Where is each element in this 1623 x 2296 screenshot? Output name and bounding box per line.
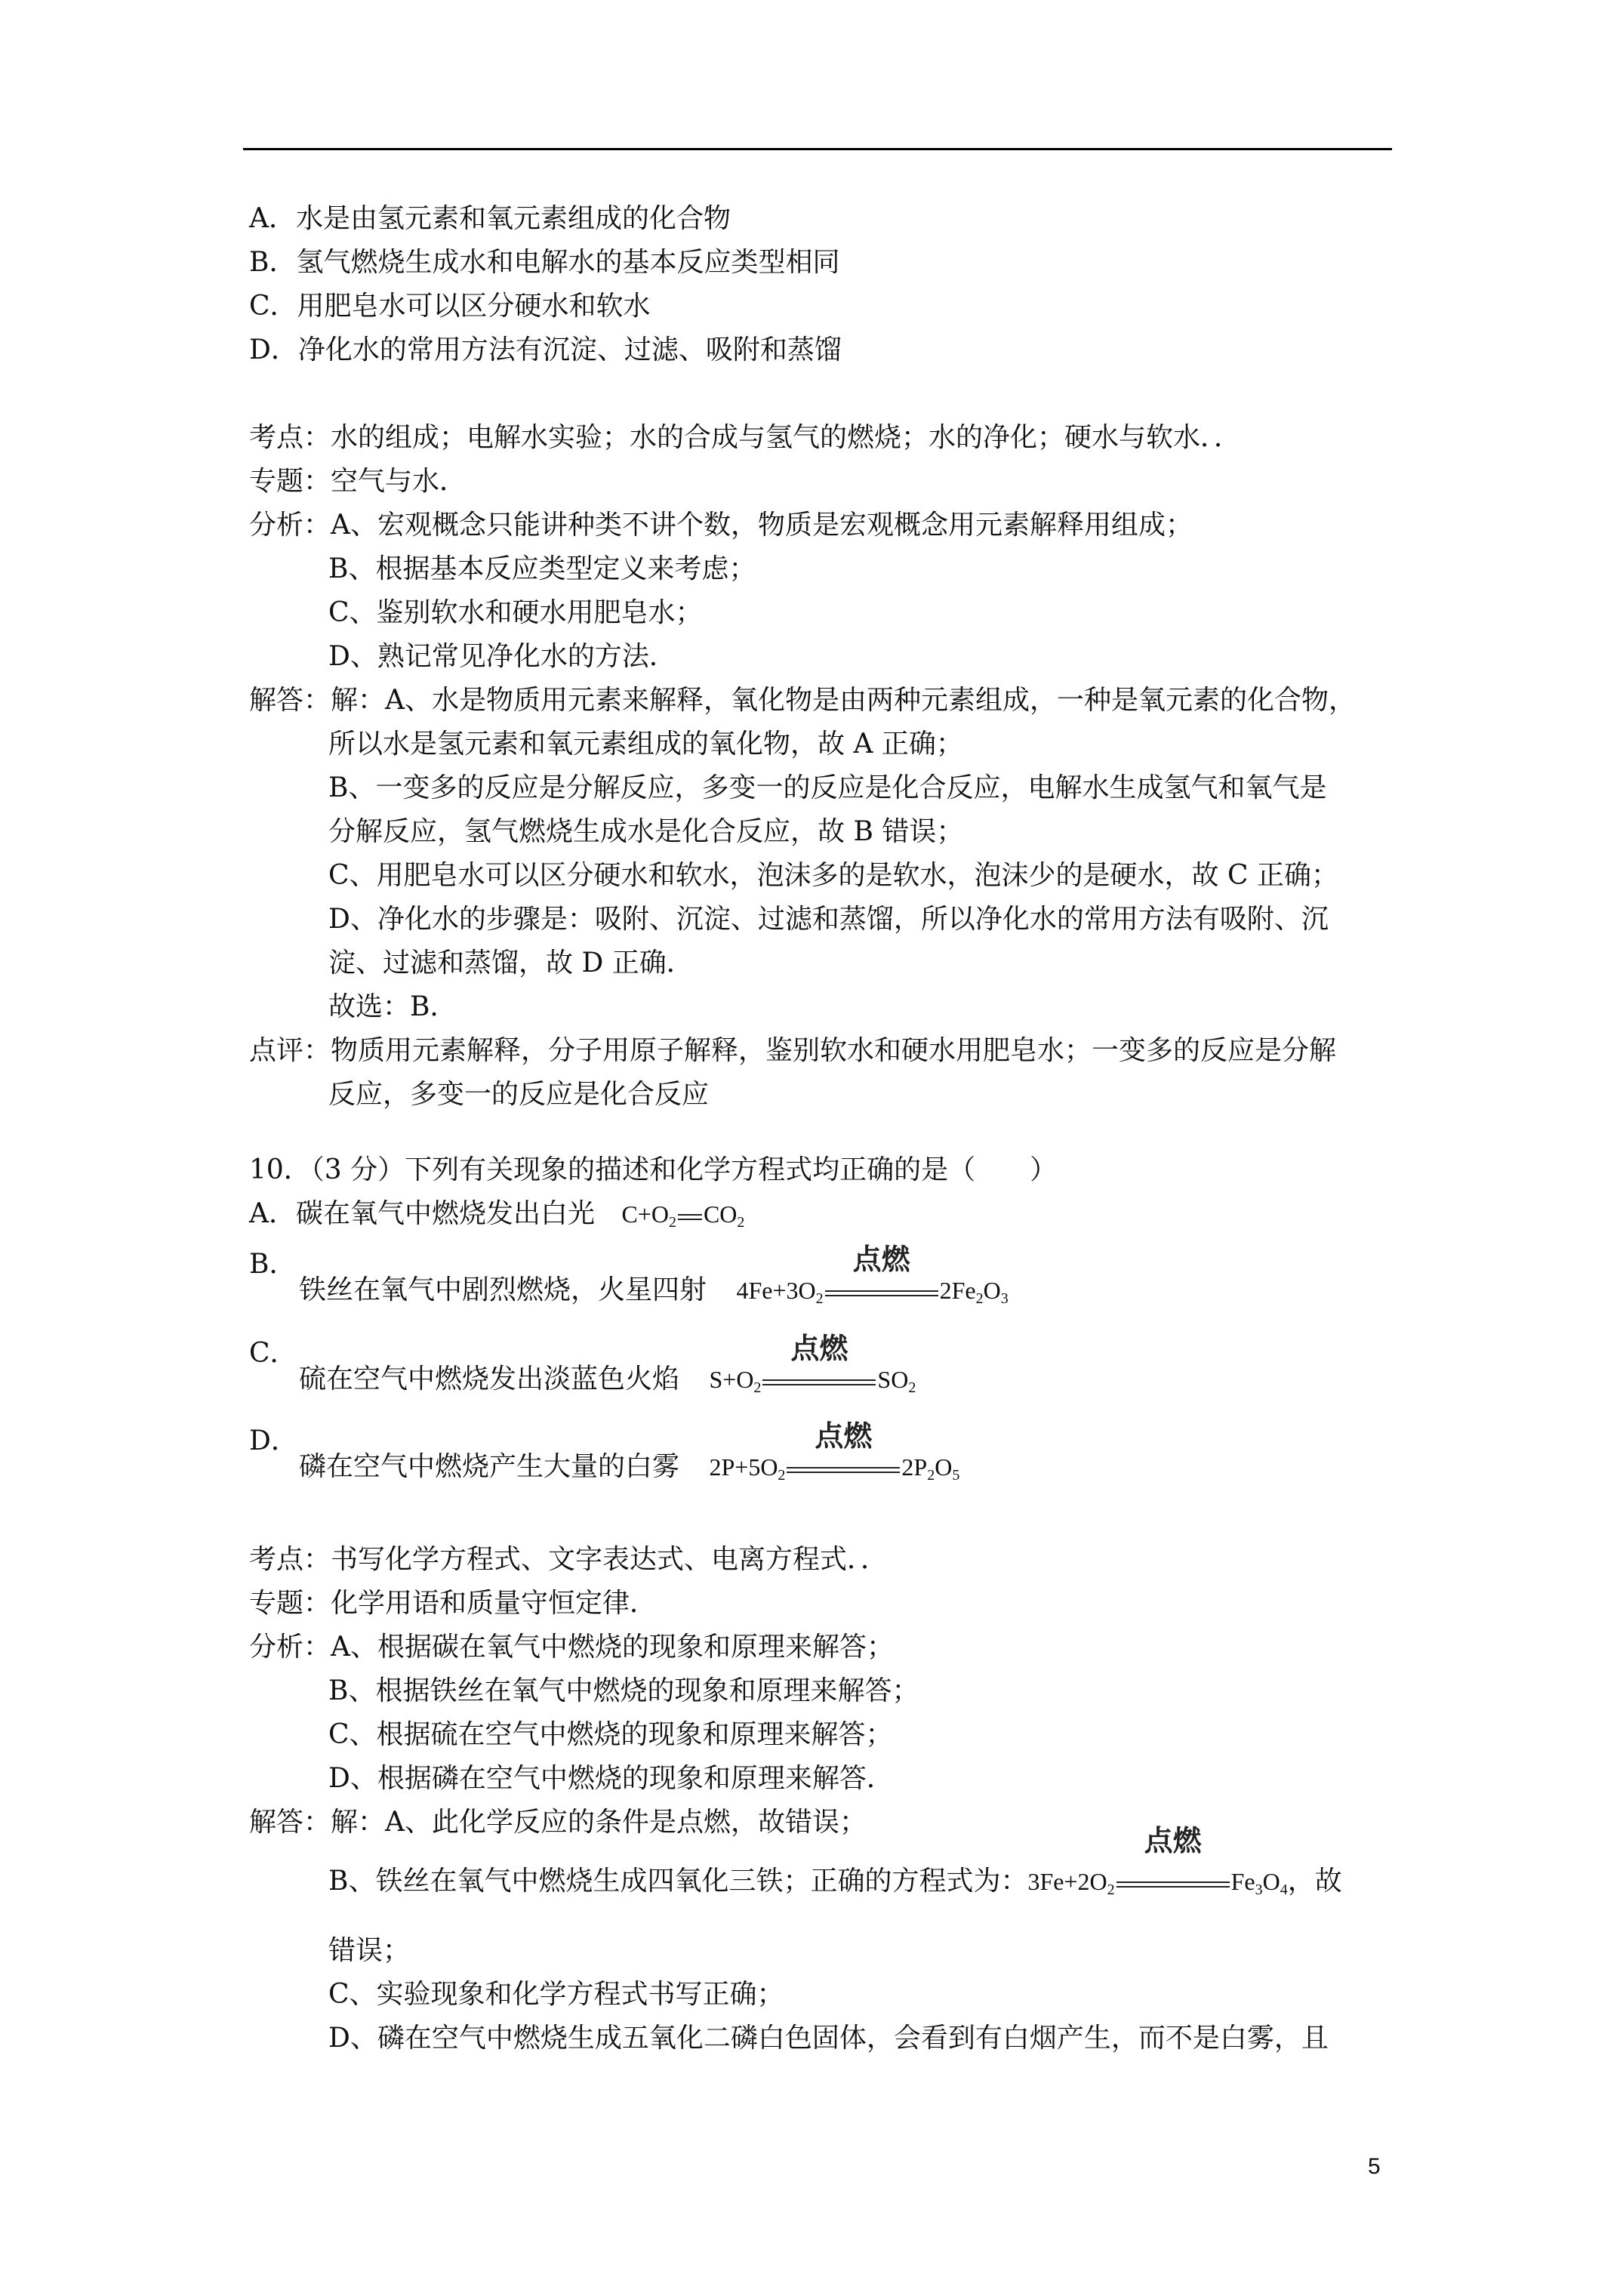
q10-option-b [249, 1243, 1079, 1307]
q9-jieda-8: 故选：B． [328, 991, 457, 1022]
q9-dianping-2: 反应，多变一的反应是化合反应 [328, 1079, 710, 1110]
condition-label: 点燃 [790, 1332, 848, 1365]
q9-option-b: B．氢气燃烧生成水和电解水的基本反应类型相同 [249, 247, 840, 278]
q10-fenxi-a: 分析：A、根据碳在氧气中燃烧的现象和原理来解答； [249, 1632, 894, 1663]
q10-option-c-equation: $S+O_2$ 点燃 $SO_2$ [709, 1366, 916, 1397]
q9-option-c: C．用肥皂水可以区分硬水和软水 [249, 291, 651, 322]
q10-option-b-label: B． [249, 1249, 297, 1280]
q10-option-d-text: 磷在空气中燃烧产生大量的白雾 [299, 1451, 680, 1482]
q10-jieda-1: 解答：解：A、此化学反应的条件是点燃，故错误； [249, 1807, 867, 1838]
q10-option-a [249, 1197, 744, 1239]
q10-option-b-equation: $4Fe+3O_2$ 点燃 $2Fe_2O_3$ [736, 1277, 1008, 1308]
condition-label: 点燃 [1144, 1824, 1202, 1857]
condition-label: 点燃 [852, 1243, 910, 1276]
q10-option-a-equation: $C+O_2$ $CO_2$ [621, 1200, 745, 1231]
q10-option-c [249, 1332, 1079, 1396]
q10-zhuanti: 专题：化学用语和质量守恒定律． [249, 1588, 658, 1619]
q10-option-b-text: 铁丝在氧气中剧烈燃烧，火星四射 [299, 1274, 707, 1305]
q9-fenxi-c: C、鉴别软水和硬水用肥皂水； [328, 597, 703, 628]
header-rule [243, 148, 1392, 150]
q9-fenxi-b: B、根据基本反应类型定义来考虑； [328, 553, 756, 584]
q9-jieda-5: C、用肥皂水可以区分硬水和软水，泡沫多的是软水，泡沫少的是硬水，故 C 正确； [328, 860, 1338, 891]
q10-fenxi-d: D、根据磷在空气中燃烧的现象和原理来解答． [328, 1763, 894, 1794]
q10-fenxi-b: B、根据铁丝在氧气中燃烧的现象和原理来解答； [328, 1675, 919, 1706]
q10-option-a-text: A．碳在氧气中燃烧发出白光 [249, 1198, 595, 1229]
q10-jieda-b-pre: B、铁丝在氧气中燃烧生成四氧化三铁；正确的方程式为： [328, 1866, 1028, 1897]
q10-fenxi-c: C、根据硫在空气中燃烧的现象和原理来解答； [328, 1719, 893, 1750]
q9-jieda-4: 分解反应，氢气燃烧生成水是化合反应，故 B 错误； [328, 816, 964, 847]
q9-jieda-7: 淀、过滤和蒸馏，故 D 正确． [328, 948, 694, 978]
q10-jieda-d: D、磷在空气中燃烧生成五氧化二磷白色固体，会看到有白烟产生，而不是白雾，且 [328, 2023, 1329, 2054]
q10-jieda-c: C、实验现象和化学方程式书写正确； [328, 1979, 784, 2010]
condition-label: 点燃 [815, 1419, 873, 1453]
q9-kaodian: 考点：水的组成；电解水实验；水的合成与氢气的燃烧；水的净化；硬水与软水．． [249, 422, 1242, 453]
q10-option-c-text: 硫在空气中燃烧发出淡蓝色火焰 [299, 1364, 680, 1395]
q10-jieda-b-cont: 错误； [328, 1935, 411, 1966]
q9-jieda-1: 解答：解：A、水是物质用元素来解释，氧化物是由两种元素组成，一种是氧元素的化合物， [249, 685, 1356, 716]
q10-jieda-b [328, 1824, 1342, 1906]
q9-fenxi-a: 分析：A、宏观概念只能讲种类不讲个数，物质是宏观概念用元素解释用组成； [249, 510, 1193, 541]
q9-jieda-2: 所以水是氢元素和氧元素组成的氧化物，故 A 正确； [328, 729, 963, 760]
q10-jieda-b-equation: $3Fe+2O_2$ 点燃 $Fe_3O_4$ [1027, 1824, 1288, 1898]
q10-option-d-label: D． [249, 1425, 298, 1456]
q10-option-c-label: C． [249, 1338, 297, 1369]
q10-option-d [249, 1419, 1079, 1484]
q10-option-d-equation: $2P+5O_2$ 点燃 $2P_2O_5$ [709, 1453, 959, 1484]
q9-option-d: D．净化水的常用方法有沉淀、过滤、吸附和蒸馏 [249, 334, 842, 365]
q9-jieda-6: D、净化水的步骤是：吸附、沉淀、过滤和蒸馏，所以净化水的常用方法有吸附、沉 [328, 904, 1329, 935]
q9-option-a: A．水是由氢元素和氧元素组成的化合物 [249, 203, 731, 234]
q10-jieda-b-post: ，故 [1287, 1866, 1342, 1897]
q9-dianping-1: 点评：物质用元素解释，分子用原子解释，鉴别软水和硬水用肥皂水；一变多的反应是分解 [249, 1035, 1337, 1066]
q10-stem: 10．（3 分）下列有关现象的描述和化学方程式均正确的是（ ） [249, 1154, 1058, 1185]
page-number: 5 [1368, 2154, 1381, 2179]
q9-fenxi-d: D、熟记常见净化水的方法． [328, 641, 676, 672]
q9-zhuanti: 专题：空气与水． [249, 466, 467, 497]
q9-jieda-3: B、一变多的反应是分解反应，多变一的反应是化合反应，电解水生成氢气和氧气是 [328, 772, 1327, 803]
q10-kaodian: 考点：书写化学方程式、文字表达式、电离方程式．． [249, 1544, 888, 1575]
